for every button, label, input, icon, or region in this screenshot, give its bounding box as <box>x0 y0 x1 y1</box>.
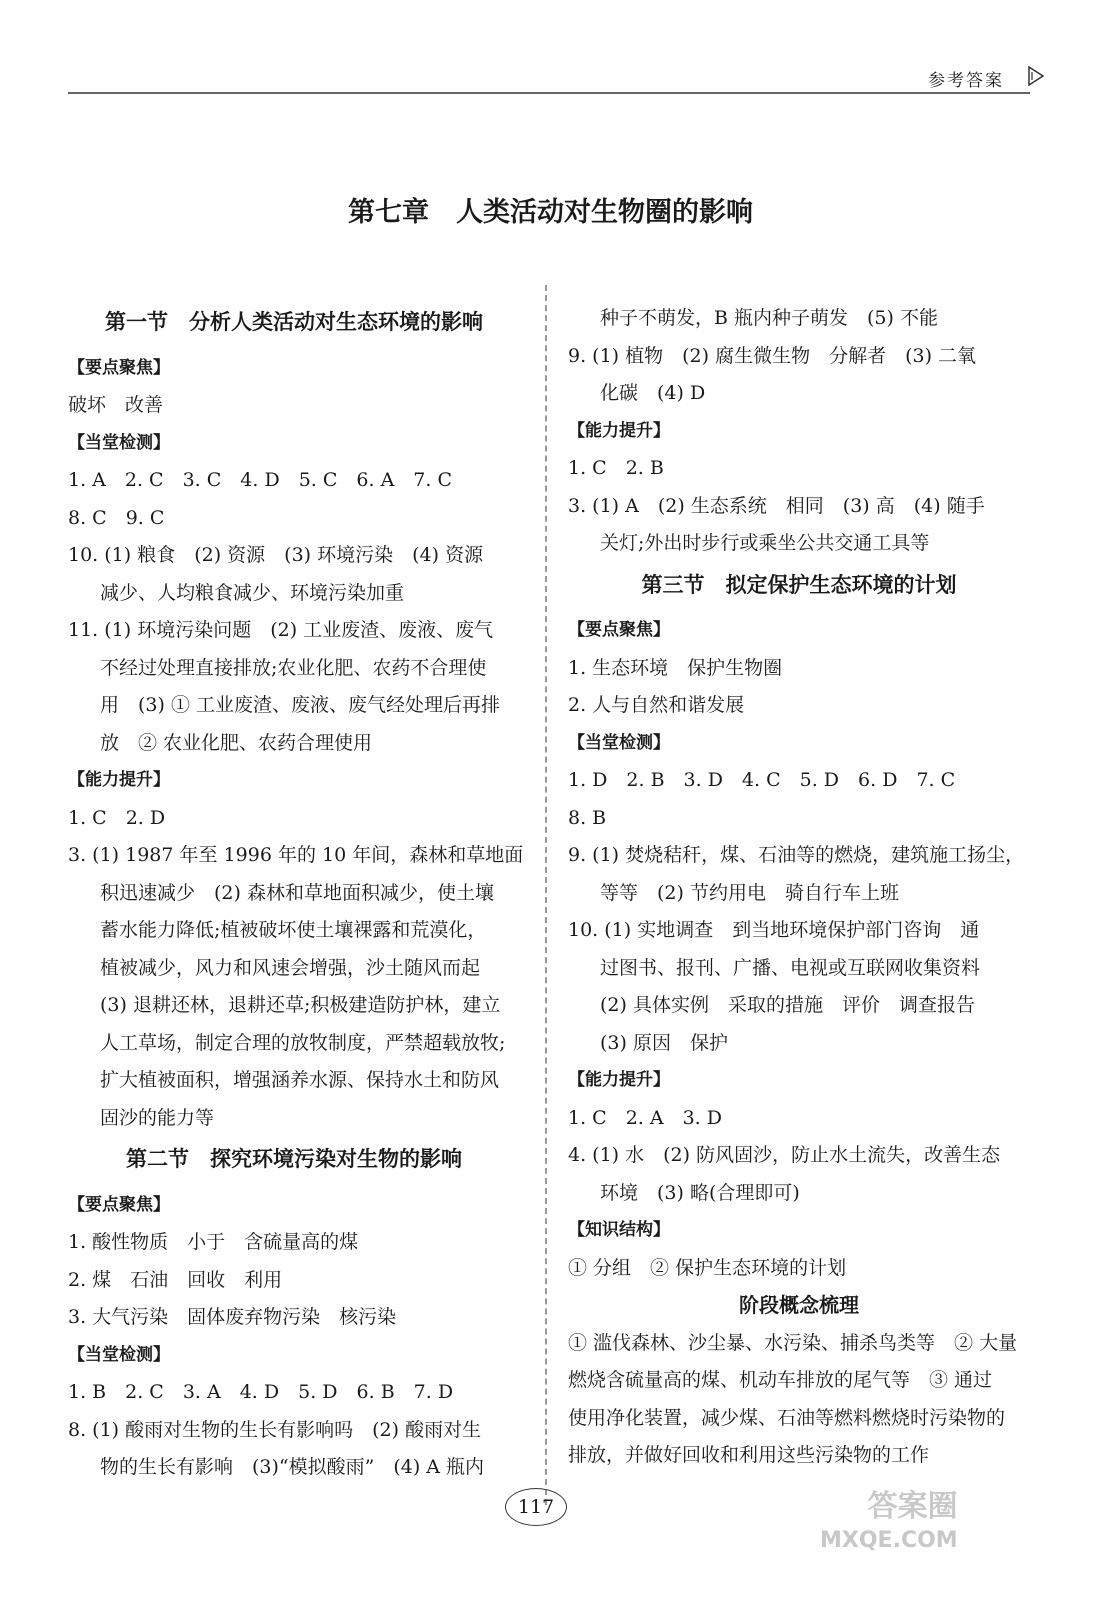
answer-line: 不经过处理直接排放;农业化肥、农药不合理使 <box>100 656 487 679</box>
answer-line: 3. (1) A (2) 生态系统 相同 (3) 高 (4) 随手 <box>568 494 985 517</box>
answer-line: 1. C 2. B <box>568 457 664 479</box>
section-tag: 【要点聚焦】 <box>568 620 670 640</box>
answer-line: 3. 大气污染 固体废弃物污染 核污染 <box>68 1306 397 1328</box>
answer-line: 4. (1) 水 (2) 防风固沙，防止水土流失，改善生态 <box>568 1144 1001 1166</box>
page-number: 117 <box>505 1488 567 1526</box>
section-tag: 【要点聚焦】 <box>68 1194 170 1215</box>
answer-line: 3. (1) 1987 年至 1996 年的 10 年间，森林和草地面 <box>68 844 524 866</box>
section-tag: 【能力提升】 <box>68 770 170 790</box>
play-arrow-icon <box>1028 66 1044 90</box>
section-tag: 【能力提升】 <box>568 420 670 441</box>
watermark-line2: MXQE.COM <box>820 1528 958 1553</box>
answer-line: 1. A 2. C 3. C 4. D 5. C 6. A 7. C <box>68 469 452 491</box>
answer-line: 化碳 (4) D <box>600 382 706 404</box>
section-tag: 【当堂检测】 <box>68 432 170 453</box>
section-title: 第二节 探究环境污染对生物的影响 <box>126 1147 462 1171</box>
answer-line: 2. 煤 石油 回收 利用 <box>68 1268 283 1291</box>
stage-title: 阶段概念梳理 <box>739 1293 859 1317</box>
answer-line: 燃烧含硫量高的煤、机动车排放的尾气等 ③ 通过 <box>568 1369 993 1391</box>
answer-line: 9. (1) 植物 (2) 腐生微生物 分解者 (3) 二氧 <box>568 344 977 367</box>
section-title: 第一节 分析人类活动对生态环境的影响 <box>105 310 483 334</box>
answer-line: 1. 酸性物质 小于 含硫量高的煤 <box>68 1231 359 1253</box>
answer-line: 10. (1) 实地调查 到当地环境保护部门咨询 通 <box>568 919 980 941</box>
answer-line: 8. C 9. C <box>68 506 165 529</box>
answer-line: (3) 退耕还林，退耕还草;积极建造防护林，建立 <box>100 994 501 1016</box>
answer-line: 2. 人与自然和谐发展 <box>568 694 745 716</box>
section-title: 第三节 拟定保护生态环境的计划 <box>641 572 957 597</box>
answer-line: 植被减少，风力和风速会增强，沙土随风而起 <box>100 956 481 979</box>
chapter-title: 第七章 人类活动对生物圈的影响 <box>348 197 753 228</box>
answer-line: 使用净化装置，减少煤、石油等燃料燃烧时污染物的 <box>568 1406 1006 1429</box>
right-column <box>568 300 1030 1475</box>
answer-line: 蓄水能力降低;植被破坏使土壤裸露和荒漠化， <box>100 919 487 941</box>
answer-line: 关灯;外出时步行或乘坐公共交通工具等 <box>600 532 930 554</box>
section-tag: 【要点聚焦】 <box>68 357 170 378</box>
left-column <box>68 300 524 1487</box>
answer-line: (3) 原因 保护 <box>600 1031 728 1054</box>
answer-line: 过图书、报刊、广播、电视或互联网收集资料 <box>600 956 981 979</box>
answer-line: 1. C 2. D <box>68 806 166 829</box>
answer-line: 用 (3) ① 工业废渣、废液、废气经处理后再排 <box>100 694 500 716</box>
answer-line: 排放，并做好回收和利用这些污染物的工作 <box>568 1444 930 1466</box>
answer-line: 1. 生态环境 保护生物圈 <box>568 656 783 679</box>
watermark <box>820 1490 958 1558</box>
answer-line: 11. (1) 环境污染问题 (2) 工业废渣、废液、废气 <box>68 619 494 641</box>
watermark-line1: 答案圈 <box>867 1489 958 1524</box>
answer-line: 8. (1) 酸雨对生物的生长有影响吗 (2) 酸雨对生 <box>68 1418 482 1441</box>
answer-line: 人工草场，制定合理的放牧制度，严禁超载放牧; <box>100 1031 506 1054</box>
answer-line: 种子不萌发，B 瓶内种子萌发 (5) 不能 <box>600 307 938 329</box>
column-divider <box>545 285 547 1505</box>
answer-line: 9. (1) 焚烧秸秆，煤、石油等的燃烧，建筑施工扬尘， <box>568 844 1025 866</box>
answer-line: ① 分组 ② 保护生态环境的计划 <box>568 1256 847 1279</box>
answer-line: 1. B 2. C 3. A 4. D 5. D 6. B 7. D <box>68 1381 454 1403</box>
answer-line: 8. B <box>568 806 607 829</box>
answer-line: (2) 具体实例 采取的措施 评价 调查报告 <box>600 994 975 1016</box>
answer-line: 环境 (3) 略(合理即可) <box>600 1181 800 1204</box>
header-rule <box>68 92 1030 94</box>
answer-line: 物的生长有影响 (3)“模拟酸雨” (4) A 瓶内 <box>100 1456 485 1478</box>
answer-line: ① 滥伐森林、沙尘暴、水污染、捕杀鸟类等 ② 大量 <box>568 1331 1018 1354</box>
section-tag: 【当堂检测】 <box>568 732 670 753</box>
answer-line: 等等 (2) 节约用电 骑自行车上班 <box>600 881 899 904</box>
answer-line: 1. D 2. B 3. D 4. C 5. D 6. D 7. C <box>568 769 956 791</box>
section-tag: 【能力提升】 <box>568 1070 670 1090</box>
answer-line: 减少、人均粮食减少、环境污染加重 <box>100 581 405 604</box>
header-label: 参考答案 <box>928 71 1004 91</box>
section-tag: 【知识结构】 <box>568 1220 670 1240</box>
answer-line: 扩大植被面积，增强涵养水源、保持水土和防风 <box>100 1069 500 1091</box>
section-tag: 【当堂检测】 <box>68 1344 170 1365</box>
answer-line: 破坏 改善 <box>68 394 164 416</box>
answer-line: 固沙的能力等 <box>100 1106 215 1129</box>
answer-line: 积迅速减少 (2) 森林和草地面积减少，使土壤 <box>100 881 494 904</box>
answer-line: 放 ② 农业化肥、农药合理使用 <box>100 731 373 754</box>
answer-line: 10. (1) 粮食 (2) 资源 (3) 环境污染 (4) 资源 <box>68 544 484 566</box>
answer-line: 1. C 2. A 3. D <box>568 1106 722 1129</box>
